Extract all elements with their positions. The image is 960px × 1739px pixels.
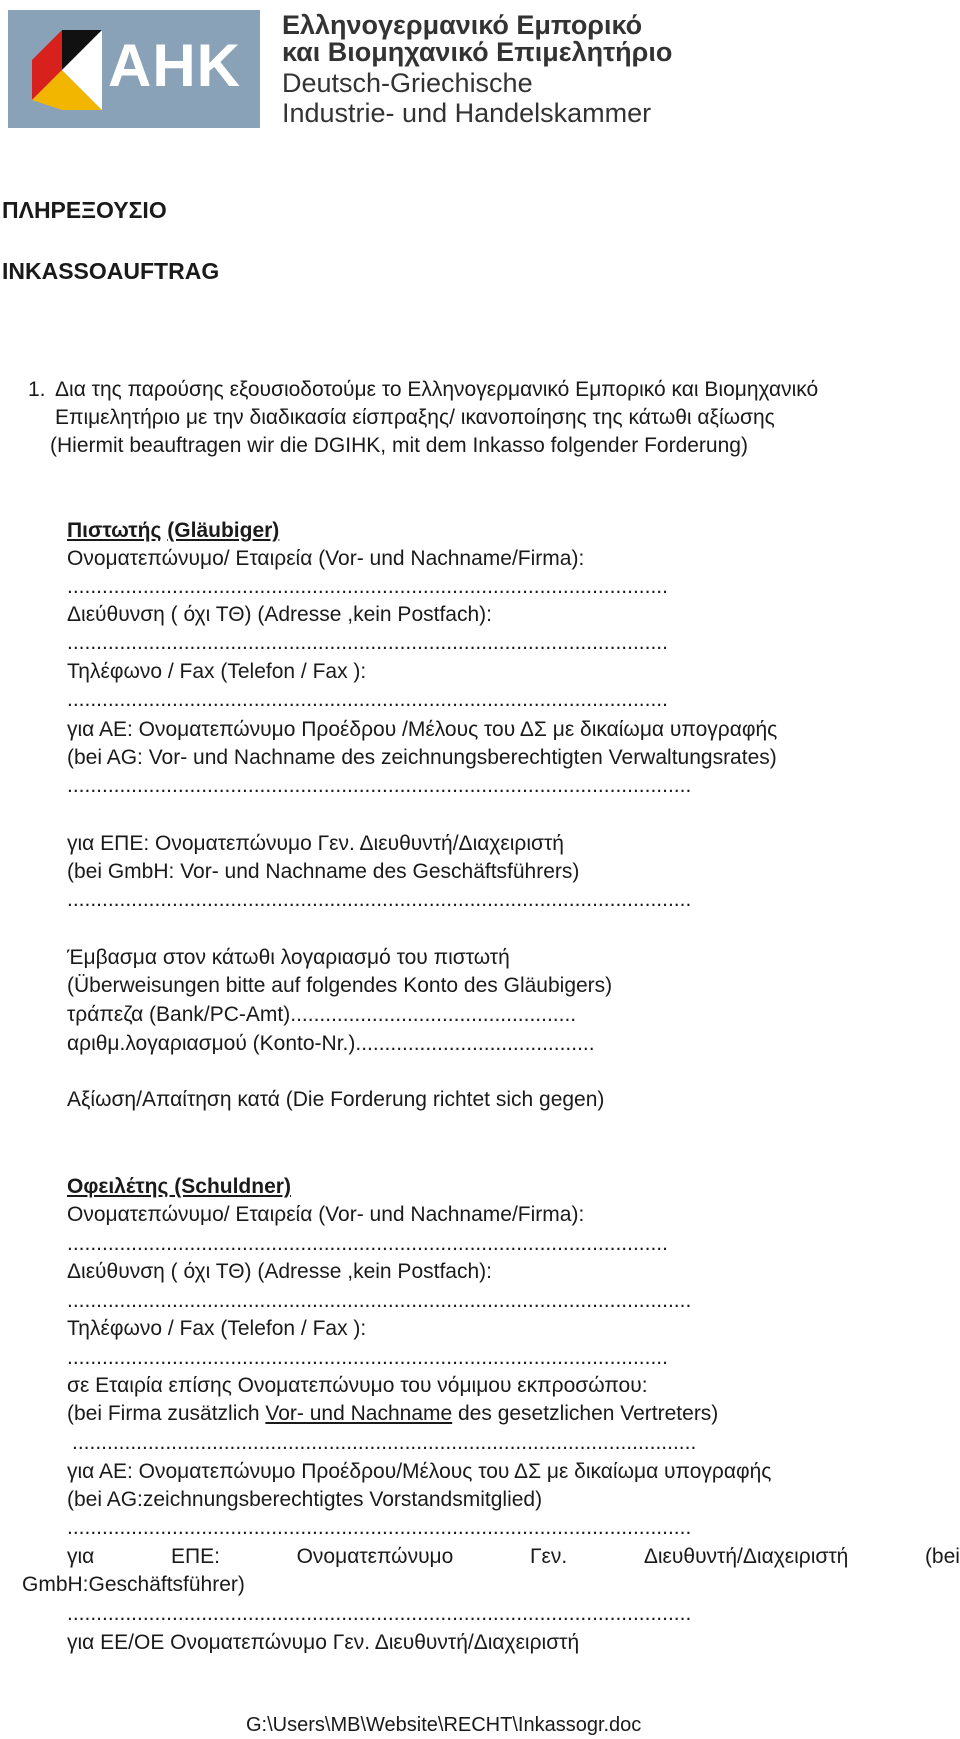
bank-label: τράπεζα (Bank/PC-Amt)................................................. xyxy=(67,1003,577,1026)
creditor-epe-line-1: για ΕΠΕ: Ονοματεπώνυμο Γεν. Διευθυντή/Διαχειριστή xyxy=(67,832,564,855)
debtor-ae-line-2: (bei AG:zeichnungsberechtigtes Vorstandsmitglied) xyxy=(67,1488,543,1511)
debtor-rep-dots: ........................................................................................................... xyxy=(72,1431,697,1454)
debtor-ee-line: για ΕΕ/ΟΕ Ονοματεπώνυμο Γεν. Διευθυντή/Διαχειριστή xyxy=(67,1631,580,1654)
ahk-logo xyxy=(8,10,260,128)
ahk-arrow-icon xyxy=(22,30,102,110)
debtor-epe-dots: ........................................................................................................... xyxy=(67,1602,692,1625)
org-name-de-2: Industrie- und Handelskammer xyxy=(282,98,652,128)
debtor-epe-line-1 xyxy=(67,1545,960,1569)
creditor-phone-label: Τηλέφωνο / Fax (Telefon / Fax ): xyxy=(67,660,367,683)
creditor-heading xyxy=(67,519,279,543)
epe-word-2: ΕΠΕ: xyxy=(170,1545,220,1568)
title-gr: ΠΛΗΡΕΞΟΥΣΙΟ xyxy=(2,197,167,223)
epe-word-6: (bei xyxy=(924,1545,960,1568)
debtor-address-label: Διεύθυνση ( όχι ΤΘ) (Adresse ,kein Postfach): xyxy=(67,1260,492,1283)
intro-number: 1. xyxy=(28,378,46,401)
debtor-phone-label: Τηλέφωνο / Fax (Telefon / Fax ): xyxy=(67,1317,367,1340)
debtor-phone-dots: ....................................................................................................... xyxy=(67,1346,668,1369)
debtor-rep-line-2-underlined: Vor- und Nachname xyxy=(265,1402,453,1425)
claim-against: Αξίωση/Απαίτηση κατά (Die Forderung richtet sich gegen) xyxy=(67,1088,605,1111)
epe-word-5: Διευθυντή/Διαχειριστή xyxy=(643,1545,849,1568)
debtor-ae-line-1: για ΑΕ: Ονοματεπώνυμο Προέδρου/Μέλους του ΔΣ με δικαίωμα υπογραφής xyxy=(67,1460,772,1483)
creditor-phone-dots: ....................................................................................................... xyxy=(67,688,668,711)
debtor-name-dots: ....................................................................................................... xyxy=(67,1232,668,1255)
debtor-epe-line-2: GmbH:Geschäftsführer) xyxy=(22,1573,245,1596)
creditor-name-label: Ονοματεπώνυμο/ Εταιρεία (Vor- und Nachname/Firma): xyxy=(67,547,585,570)
debtor-rep-line-2-post: des gesetzlichen Vertreters) xyxy=(452,1402,719,1425)
creditor-address-label: Διεύθυνση ( όχι ΤΘ) (Adresse ,kein Postfach): xyxy=(67,603,492,626)
creditor-ae-line-2: (bei AG: Vor- und Nachname des zeichnungsberechtigten Verwaltungsrates) xyxy=(67,746,777,769)
debtor-address-dots: ........................................................................................................... xyxy=(67,1289,692,1312)
logo-text: AHK xyxy=(108,32,241,99)
org-name-gr-1: Ελληνογερμανικό Εμπορικό xyxy=(282,10,643,40)
epe-word-1: για xyxy=(67,1545,95,1568)
debtor-name-label: Ονοματεπώνυμο/ Εταιρεία (Vor- und Nachname/Firma): xyxy=(67,1203,585,1226)
creditor-heading-de: (Gläubiger) xyxy=(167,519,280,542)
debtor-heading: Οφειλέτης (Schuldner) xyxy=(67,1175,291,1198)
title-de: INKASSOAUFTRAG xyxy=(2,258,220,284)
creditor-name-dots: ....................................................................................................... xyxy=(67,575,668,598)
creditor-ae-line-1: για ΑΕ: Ονοματεπώνυμο Προέδρου /Μέλους του ΔΣ με δικαίωμα υπογραφής xyxy=(67,718,778,741)
intro-line-3: (Hiermit beauftragen wir die DGIHK, mit dem Inkasso folgender Forderung) xyxy=(50,434,748,457)
intro-line-1: Δια της παρούσης εξουσιοδοτούμε το Ελληνογερμανικό Εμπορικό και Βιομηχανικό xyxy=(55,378,819,401)
debtor-rep-line-2-pre: (bei Firma zusätzlich xyxy=(67,1402,266,1425)
debtor-rep-line-1: σε Εταιρία επίσης Ονοματεπώνυμο του νόμιμου εκπροσώπου: xyxy=(67,1374,648,1397)
org-name-gr-2: και Βιομηχανικό Επιμελητήριο xyxy=(282,37,673,67)
epe-word-3: Ονοματεπώνυμο xyxy=(296,1545,454,1568)
creditor-heading-gr: Πιστωτής xyxy=(67,519,162,542)
transfer-line-1: Έμβασμα στον κάτωθι λογαριασμό του πιστωτή xyxy=(67,946,510,969)
intro-line-2: Επιμελητήριο με την διαδικασία είσπραξης/ ικανοποίησης της κάτωθι αξίωσης xyxy=(55,406,775,429)
epe-word-4: Γεν. xyxy=(529,1545,568,1568)
transfer-line-2: (Überweisungen bitte auf folgendes Konto des Gläubigers) xyxy=(67,974,613,997)
debtor-rep-line-2 xyxy=(67,1402,718,1426)
creditor-ae-dots: ........................................................................................................... xyxy=(67,774,692,797)
creditor-epe-dots: ........................................................................................................... xyxy=(67,888,692,911)
creditor-epe-line-2: (bei GmbH: Vor- und Nachname des Geschäftsführers) xyxy=(67,860,580,883)
footer-file-path: G:\Users\MB\Website\RECHT\Inkassogr.doc xyxy=(246,1714,642,1736)
creditor-address-dots: ....................................................................................................... xyxy=(67,631,668,654)
account-label: αριθμ.λογαριασμού (Konto-Nr.)......................................... xyxy=(67,1032,595,1055)
debtor-ae-dots: ........................................................................................................... xyxy=(67,1516,692,1539)
org-name-de-1: Deutsch-Griechische xyxy=(282,68,533,98)
